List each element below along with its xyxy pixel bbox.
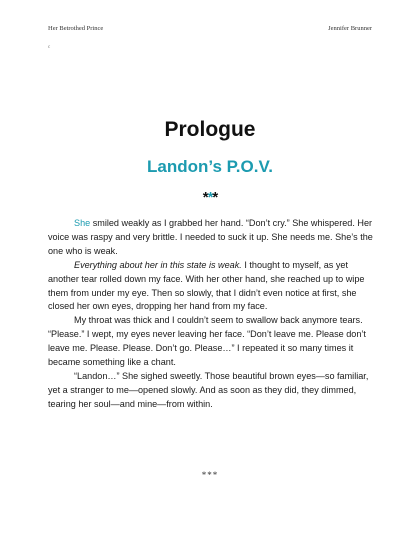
paragraph-text: I thought to myself, as yet another tear rolled down my face. With her other hand, she reached up to wipe them from under my eye. Then so slowly, that I didn’t even notice at first, she closed her own eyes, dropping her hand from my face.: [48, 259, 365, 312]
paragraph: “Landon…” She sighed sweetly. Those beautiful brown eyes—so familiar, yet a stranger to me—opened slowly. And as soon as they did, they dimmed, tearing her soul—and mine—from within.: [48, 370, 369, 409]
divider-star: *: [202, 189, 208, 206]
prologue-body: [48, 217, 375, 412]
italic-thought: Everything about her in this state is weak.: [74, 259, 242, 270]
running-header: [48, 25, 372, 32]
author-name: Jennifer Brunner: [328, 25, 372, 32]
highlighted-word: She: [74, 218, 91, 228]
paragraph-text: smiled weakly as I grabbed her hand. “Don’t cry.” She whispered. Her voice was raspy and very brittle. I needed to suck it up. She needs me. She’s the one who is weak.: [48, 218, 373, 256]
divider-star: *: [207, 189, 213, 206]
book-title: Her Betrothed Prince: [48, 25, 104, 32]
paragraph: My throat was thick and I couldn’t seem to swallow back anymore tears. “Please.” I wept, my eyes never leaving her face. “Don’t leave me. Please don’t leave me. Please. Please. Don’t go. Please…” I repeated it so many times it became something like a chant.: [48, 315, 366, 368]
divider-star: *: [212, 189, 218, 206]
section-divider: [0, 190, 420, 205]
page-mark: c: [48, 45, 51, 50]
end-section-marker: ***: [201, 470, 219, 480]
paragraph: [48, 217, 375, 259]
paragraph: [48, 259, 375, 315]
pov-heading: Landon’s P.O.V.: [147, 157, 273, 176]
chapter-title: Prologue: [164, 118, 256, 141]
